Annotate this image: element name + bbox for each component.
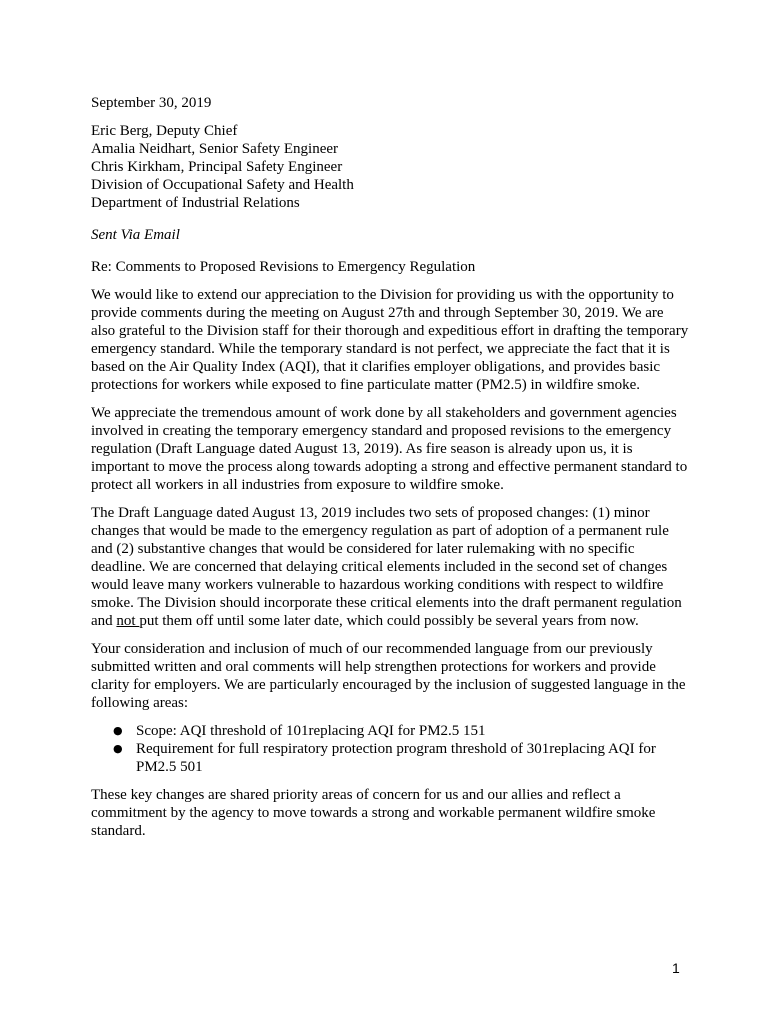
paragraph-stakeholders: We appreciate the tremendous amount of work done by all stakeholders and government agencies involved in creating the temporary emergency standard and proposed revisions to the emergency regulation (Draft Language dated August 13, 2019). As fire season is already upon us, it is important to move the process along towards adopting a strong and effective permanent standard to protect all workers in all industries from exposure to wildfire smoke. xyxy=(91,405,688,493)
recipient-line: Chris Kirkham, Principal Safety Engineer xyxy=(91,159,343,175)
paragraph-draft-language xyxy=(91,504,691,630)
recipient-line: Eric Berg, Deputy Chief xyxy=(91,123,238,139)
bullet-icon: ● xyxy=(113,724,123,737)
paragraph-text: The Draft Language dated August 13, 2019 includes two sets of proposed changes: (1) minor changes that would be made to the emergency regulation as part of adoption of a permanent rule and (2) substantive changes that would be considered for later rulemaking with no specific deadline. We are concerned that delaying critical elements included in the second set of changes would leave many workers vulnerable to hazardous working conditions with respect to wildfire smoke. The Division should incorporate these critical elements into the draft permanent regulation and xyxy=(91,505,682,629)
paragraph-consideration: Your consideration and inclusion of much of our recommended language from our previously submitted written and oral comments will help strengthen protections for workers and provide clarity for employers. We are particularly encouraged by the inclusion of suggested language in the following areas: xyxy=(91,641,686,711)
sent-via-note: Sent Via Email xyxy=(91,227,180,243)
paragraph-key-changes: These key changes are shared priority areas of concern for us and our allies and reflect a commitment by the agency to move towards a strong and workable permanent wildfire smoke standard. xyxy=(91,787,656,839)
recipient-line: Amalia Neidhart, Senior Safety Engineer xyxy=(91,141,339,157)
paragraph-appreciation: We would like to extend our appreciation to the Division for providing us with the opportunity to provide comments during the meeting on August 27th and through September 30, 2019. We are also grateful to the Division staff for their thorough and expeditious effort in drafting the temporary emergency standard. While the temporary standard is not perfect, we appreciate the fact that it is based on the Air Quality Index (AQI), that it clarifies employer obligations, and provides basic protections for workers while exposed to fine particulate matter (PM2.5) in wildfire smoke. xyxy=(91,287,689,393)
bullet-text: Requirement for full respiratory protection program threshold of 301replacing AQI for PM2.5 501 xyxy=(136,741,656,775)
bullet-text: Scope: AQI threshold of 101replacing AQI for PM2.5 151 xyxy=(136,723,486,739)
list-item xyxy=(91,740,691,776)
subject-line: Re: Comments to Proposed Revisions to Emergency Regulation xyxy=(91,259,476,275)
letter-date: September 30, 2019 xyxy=(91,95,212,111)
bullet-icon: ● xyxy=(113,742,123,755)
recipient-block xyxy=(91,122,691,212)
paragraph-text: put them off until some later date, which could possibly be several years from now. xyxy=(139,613,639,629)
letter-body xyxy=(91,94,691,850)
recipient-line: Department of Industrial Relations xyxy=(91,195,300,211)
page-number: 1 xyxy=(672,960,680,976)
bullet-list xyxy=(91,722,691,776)
list-item xyxy=(91,722,691,740)
recipient-line: Division of Occupational Safety and Health xyxy=(91,177,354,193)
underlined-not: not xyxy=(116,613,140,629)
